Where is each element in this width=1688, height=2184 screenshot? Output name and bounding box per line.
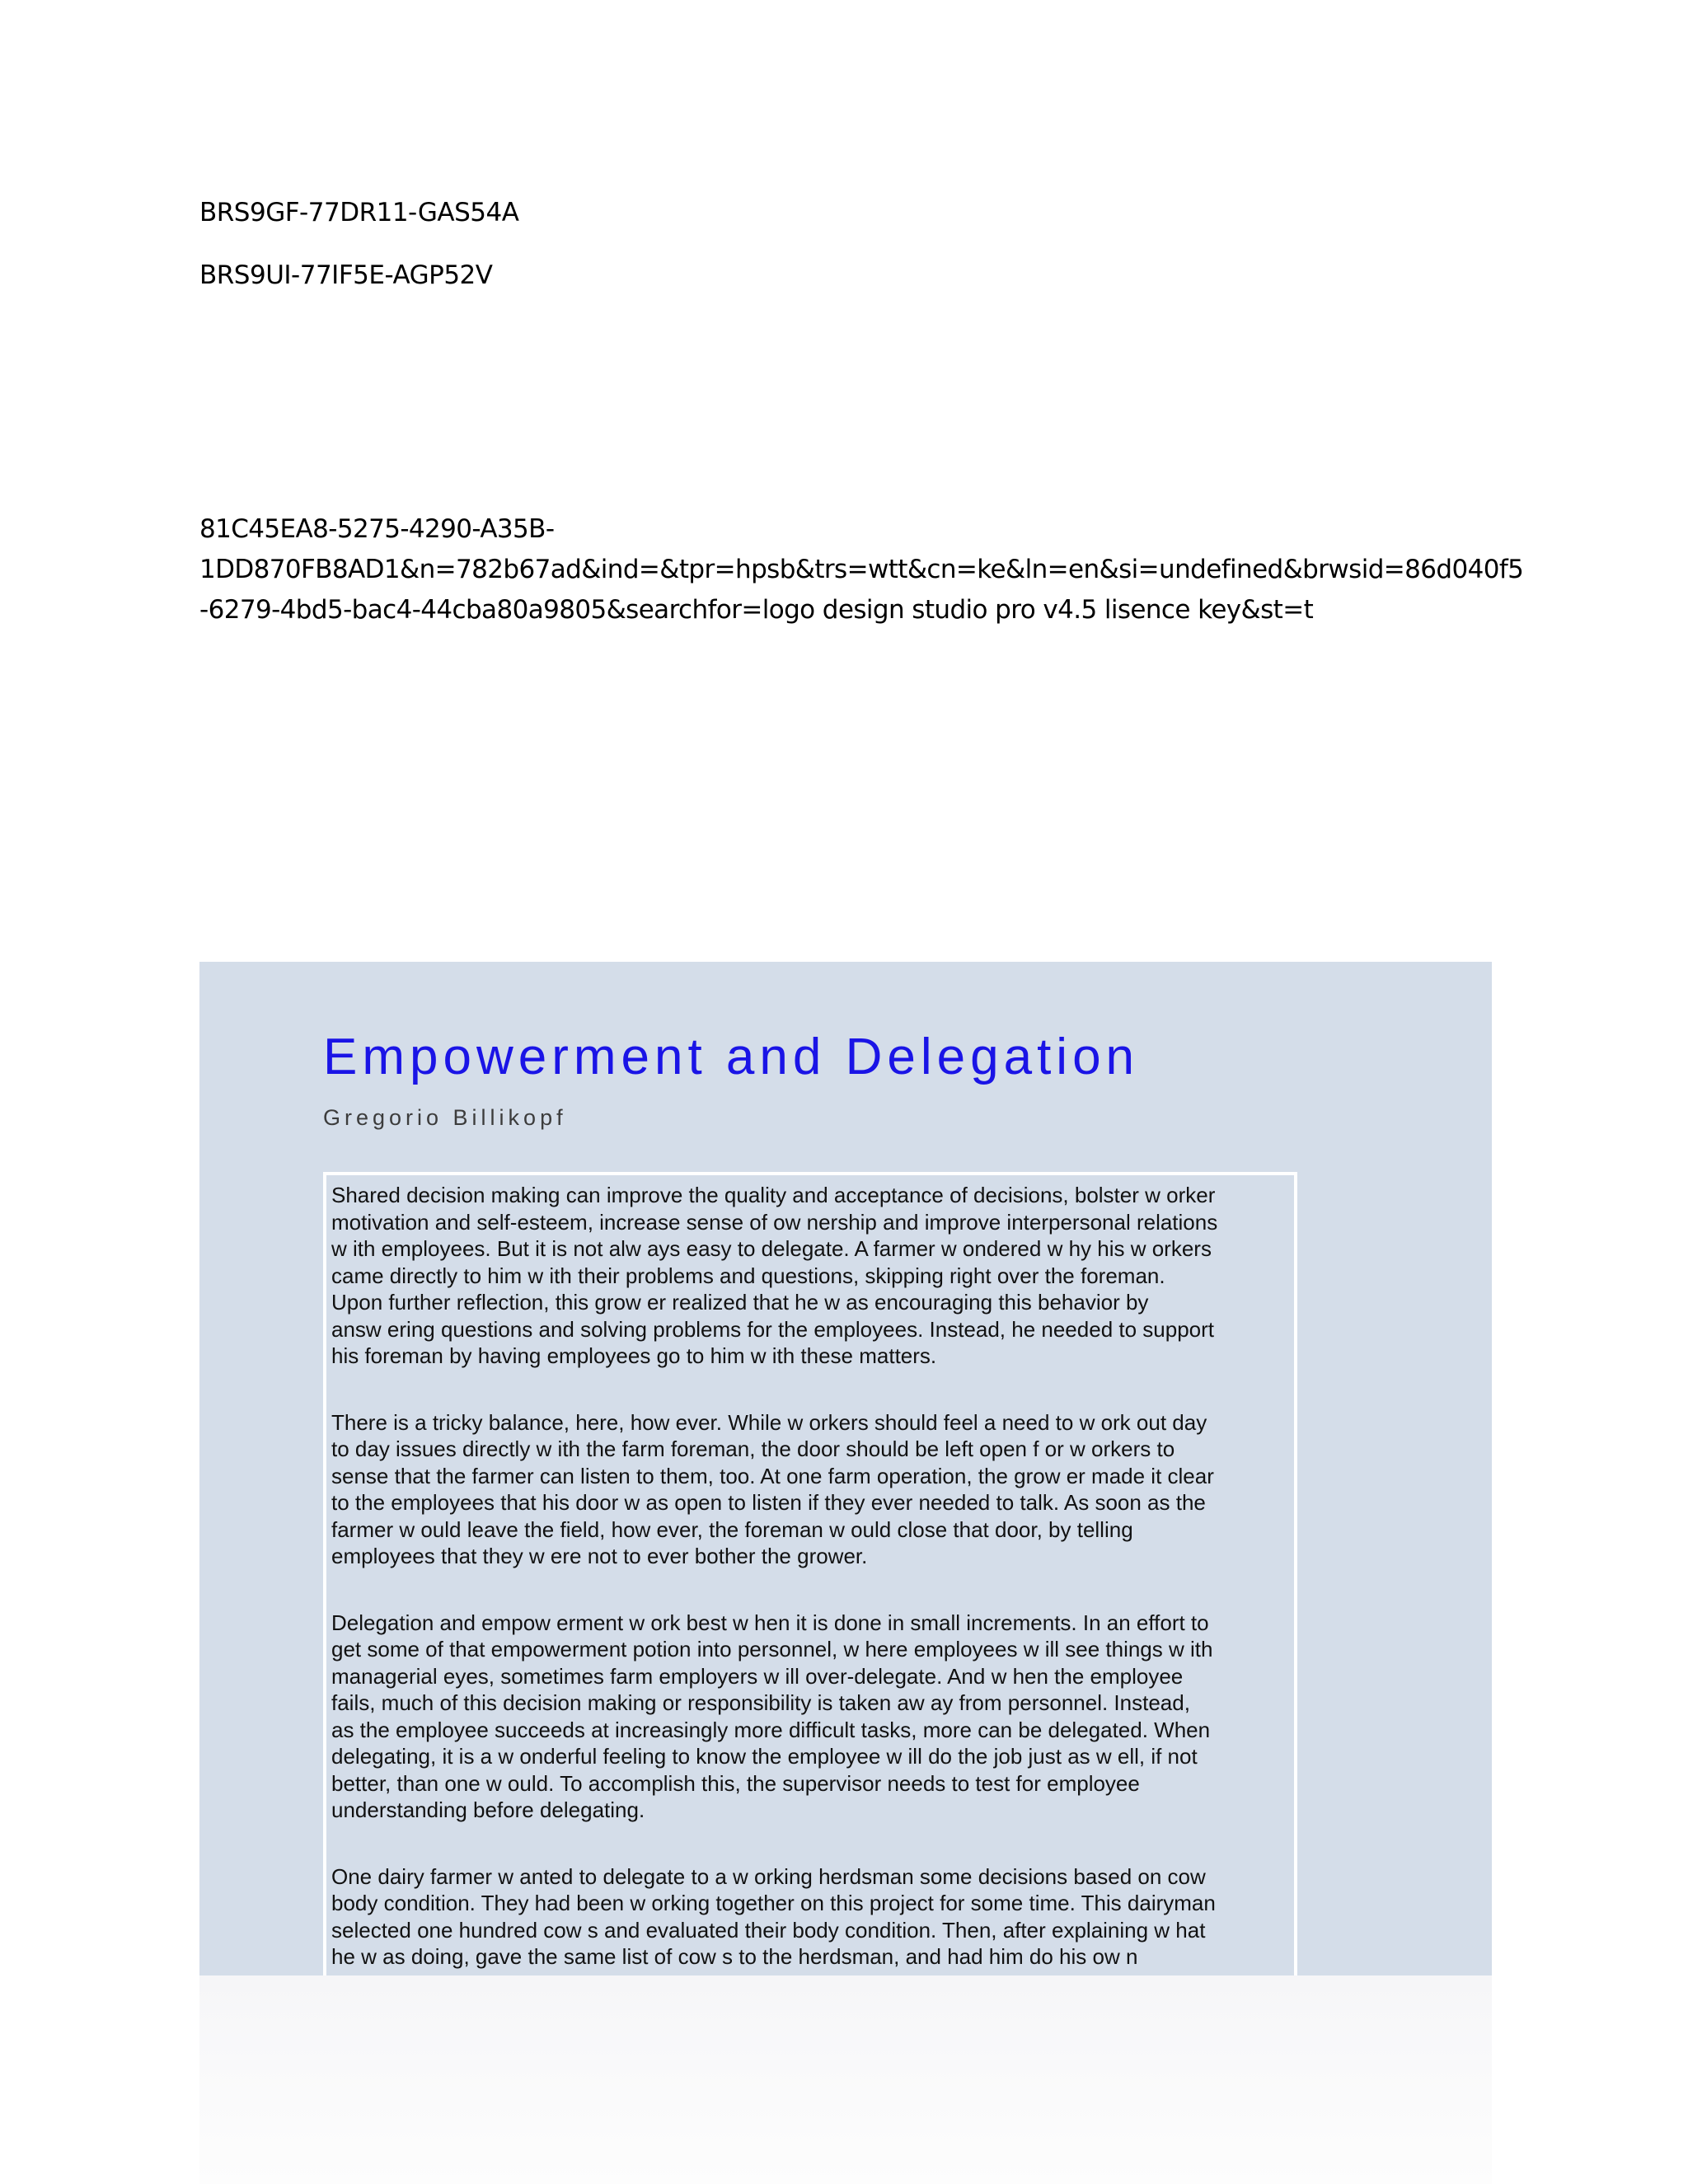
url-line-3: -6279-4bd5-bac4-44cba80a9805&searchfor=logo design studio pro v4.5 lisence key&st=t [199,595,1314,625]
url-text-block [199,509,1535,630]
url-line-2: 1DD870FB8AD1&n=782b67ad&ind=&tpr=hpsb&trs=wtt&cn=ke&ln=en&si=undefined&brwsid=86d040f5 [199,555,1524,584]
paragraph-2 [331,1409,1291,1570]
article-text-box [323,1172,1297,1975]
text-line: w ith employees. But it is not alw ays easy to delegate. A farmer w ondered w hy his w orkers [331,1236,1212,1261]
text-line: understanding before delegating. [331,1797,645,1822]
text-line: motivation and self-esteem, increase sense of ow nership and improve interpersonal relations [331,1209,1218,1235]
text-line: Shared decision making can improve the quality and acceptance of decisions, bolster w orker [331,1183,1216,1207]
text-line: to day issues directly w ith the farm foreman, the door should be left open f or w orkers to [331,1436,1175,1461]
text-line: One dairy farmer w anted to delegate to a w orking herdsman some decisions based on cow [331,1863,1206,1889]
text-line: answ ering questions and solving problems for the employees. Instead, he needed to support [331,1316,1215,1342]
text-line: delegating, it is a w onderful feeling to know the employee w ill do the job just as w ell, if not [331,1744,1198,1769]
url-line-1: 81C45EA8-5275-4290-A35B- [199,514,555,544]
paragraph-1 [331,1182,1291,1370]
text-line: came directly to him w ith their problems and questions, skipping right over the foreman. [331,1263,1165,1288]
article-panel [199,962,1492,1975]
text-line: body condition. They had been w orking together on this project for some time. This dairyman [331,1891,1216,1915]
text-line: There is a tricky balance, here, how ever. While w orkers should feel a need to w ork out day [331,1409,1207,1435]
text-line: sense that the farmer can listen to them, too. At one farm operation, the grow er made it clear [331,1463,1214,1488]
paragraph-3 [331,1610,1291,1824]
license-code-2: BRS9UI-77IF5E-AGP52V [199,260,493,290]
text-line: better, than one w ould. To accomplish this, the supervisor needs to test for employee [331,1770,1140,1796]
article-author: Gregorio Billikopf [323,1105,567,1130]
text-line: as the employee succeeds at increasingly more difficult tasks, more can be delegated. When [331,1717,1211,1742]
text-line: to the employees that his door w as open to listen if they ever needed to talk. As soon as the [331,1490,1206,1515]
text-line: farmer w ould leave the field, how ever, the foreman w ould close that door, by telling [331,1516,1133,1542]
paragraph-4 [331,1863,1291,1971]
text-line: Delegation and empow erment w ork best w hen it is done in small increments. In an effort to [331,1610,1209,1635]
text-line: he w as doing, gave the same list of cow s to the herdsman, and had him do his ow n [331,1944,1138,1969]
text-line: managerial eyes, sometimes farm employers w ill over-delegate. And w hen the employee [331,1663,1184,1689]
license-code-1: BRS9GF-77DR11-GAS54A [199,198,519,227]
panel-fade-area [199,1975,1492,2184]
text-line: fails, much of this decision making or responsibility is taken aw ay from personnel. Instead, [331,1690,1190,1715]
text-line: employees that they w ere not to ever bother the grower. [331,1544,868,1568]
text-line: get some of that empowerment potion into personnel, w here employees w ill see things w ith [331,1637,1213,1661]
text-line: his foreman by having employees go to him w ith these matters. [331,1343,937,1368]
article-title: Empowerment and Delegation [323,1029,1140,1085]
text-line: selected one hundred cow s and evaluated their body condition. Then, after explaining w hat [331,1917,1206,1943]
text-line: Upon further reflection, this grow er realized that he w as encouraging this behavior by [331,1290,1149,1315]
